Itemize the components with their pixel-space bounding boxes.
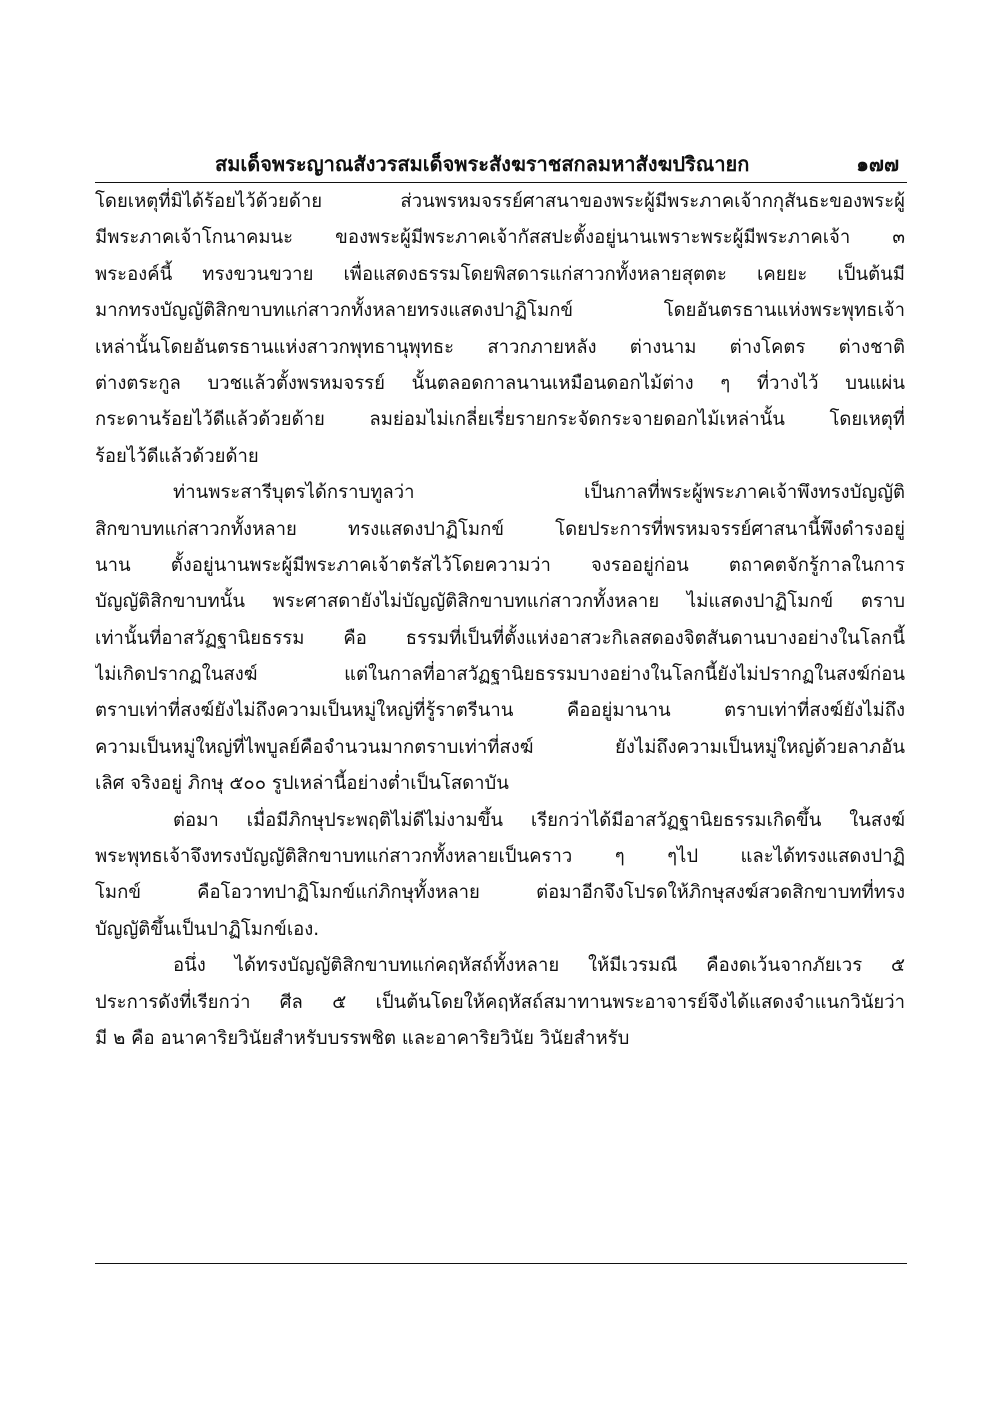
text-line: ร้อยไว้ดีแล้วด้วยด้าย xyxy=(95,445,259,467)
paragraph-2 xyxy=(95,475,905,803)
text-line: ต่อมา เมื่อมีภิกษุประพฤติไม่ดีไม่งามขึ้น เรียกว่าได้มีอาสวัฏฐานิยธรรมเกิดขึ้น ในสงฆ์ xyxy=(173,809,905,831)
page-number: ๑๗๗ xyxy=(856,152,899,176)
paragraph-1 xyxy=(95,184,905,475)
text-line: อนึ่ง ได้ทรงบัญญัติสิกขาบทแก่คฤหัสถ์ทั้งหลาย ให้มีเวรมณี คืองดเว้นจากภัยเวร ๕ xyxy=(173,955,905,977)
text-line: ความเป็นหมู่ใหญ่ที่ไพบูลย์คือจำนวนมากตราบเท่าที่สงฆ์ ยังไม่ถึงความเป็นหมู่ใหญ่ด้วยลาภอัน xyxy=(95,736,905,758)
running-header xyxy=(95,148,905,180)
text-line: โดยเหตุที่มิได้ร้อยไว้ด้วยด้าย ส่วนพรหมจรรย์ศาสนาของพระผู้มีพระภาคเจ้ากกุสันธะของพระผู้ xyxy=(95,191,905,212)
text-line: สิกขาบทแก่สาวกทั้งหลาย ทรงแสดงปาฏิโมกข์ โดยประการที่พรหมจรรย์ศาสนานี้พึงดำรงอยู่ xyxy=(95,518,905,540)
text-line: ตราบเท่าที่สงฆ์ยังไม่ถึงความเป็นหมู่ใหญ่ที่รู้ราตรีนาน คืออยู่มานาน ตราบเท่าที่สงฆ์ยังไม่ถึง xyxy=(95,700,905,722)
text-line: ไม่เกิดปรากฏในสงฆ์ แต่ในกาลที่อาสวัฏฐานิยธรรมบางอย่างในโลกนี้ยังไม่ปรากฏในสงฆ์ก่อน xyxy=(95,664,905,686)
text-line: โมกข์ คือโอวาทปาฏิโมกข์แก่ภิกษุทั้งหลาย ต่อมาอีกจึงโปรดให้ภิกษุสงฆ์สวดสิกขาบทที่ทรง xyxy=(95,882,905,904)
text-line: บัญญัติสิกขาบทนั้น พระศาสดายังไม่บัญญัติสิกขาบทแก่สาวกทั้งหลาย ไม่แสดงปาฏิโมกข์ ตราบ xyxy=(95,591,905,613)
text-line: นาน ตั้งอยู่นานพระผู้มีพระภาคเจ้าตรัสไว้โดยความว่า จงรออยู่ก่อน ตถาคตจักรู้กาลในการ xyxy=(95,554,905,576)
body-text xyxy=(95,184,905,1057)
text-line: ประการดังที่เรียกว่า ศีล ๕ เป็นต้นโดยให้คฤหัสถ์สมาทานพระอาจารย์จึงได้แสดงจำแนกวินัยว่า xyxy=(95,991,905,1013)
text-line: มีพระภาคเจ้าโกนาคมนะ ของพระผู้มีพระภาคเจ้ากัสสปะตั้งอยู่นานเพราะพระผู้มีพระภาคเจ้า ๓ xyxy=(95,227,905,249)
paragraph-3 xyxy=(95,803,905,949)
text-line: มากทรงบัญญัติสิกขาบทแก่สาวกทั้งหลายทรงแสดงปาฏิโมกข์ โดยอันตรธานแห่งพระพุทธเจ้า xyxy=(95,300,905,322)
text-line: พระองค์นี้ ทรงขวนขวาย เพื่อแสดงธรรมโดยพิสดารแก่สาวกทั้งหลายสุตตะ เคยยะ เป็นต้นมี xyxy=(95,263,905,285)
text-line: เท่านั้นที่อาสวัฏฐานิยธรรม คือ ธรรมที่เป็นที่ตั้งแห่งอาสวะกิเลสดองจิตสันดานบางอย่างในโลกนี้ xyxy=(95,627,905,649)
text-line: มี ๒ คือ อนาคาริยวินัยสำหรับบรรพชิต และอาคาริยวินัย วินัยสำหรับ xyxy=(95,1027,630,1049)
text-line: กระดานร้อยไว้ดีแล้วด้วยด้าย ลมย่อมไม่เกลี่ยเรี่ยรายกระจัดกระจายดอกไม้เหล่านั้น โดยเหตุที่ xyxy=(95,409,905,431)
header-rule xyxy=(95,182,907,183)
text-line: เลิศ จริงอยู่ ภิกษุ ๕๐๐ รูปเหล่านี้อย่างต่ำเป็นโสดาบัน xyxy=(95,773,509,795)
paragraph-4 xyxy=(95,948,905,1057)
footnote-rule xyxy=(95,1263,907,1264)
text-line: ท่านพระสารีบุตรได้กราบทูลว่า เป็นกาลที่พระผู้พระภาคเจ้าพึงทรงบัญญัติ xyxy=(173,482,905,504)
header-title: สมเด็จพระญาณสังวรสมเด็จพระสังฆราชสกลมหาสังฆปริณายก xyxy=(215,152,750,176)
text-line: ต่างตระกูล บวชแล้วตั้งพรหมจรรย์ นั้นตลอดกาลนานเหมือนดอกไม้ต่าง ๆ ที่วางไว้ บนแผ่น xyxy=(95,372,905,394)
text-line: พระพุทธเจ้าจึงทรงบัญญัติสิกขาบทแก่สาวกทั้งหลายเป็นคราว ๆ ๆไป และได้ทรงแสดงปาฏิ xyxy=(95,846,905,868)
text-line: เหล่านั้นโดยอันตรธานแห่งสาวกพุทธานุพุทธะ สาวกภายหลัง ต่างนาม ต่างโคตร ต่างชาติ xyxy=(95,336,905,358)
text-line: บัญญัติขึ้นเป็นปาฏิโมกข์เอง. xyxy=(95,918,320,940)
